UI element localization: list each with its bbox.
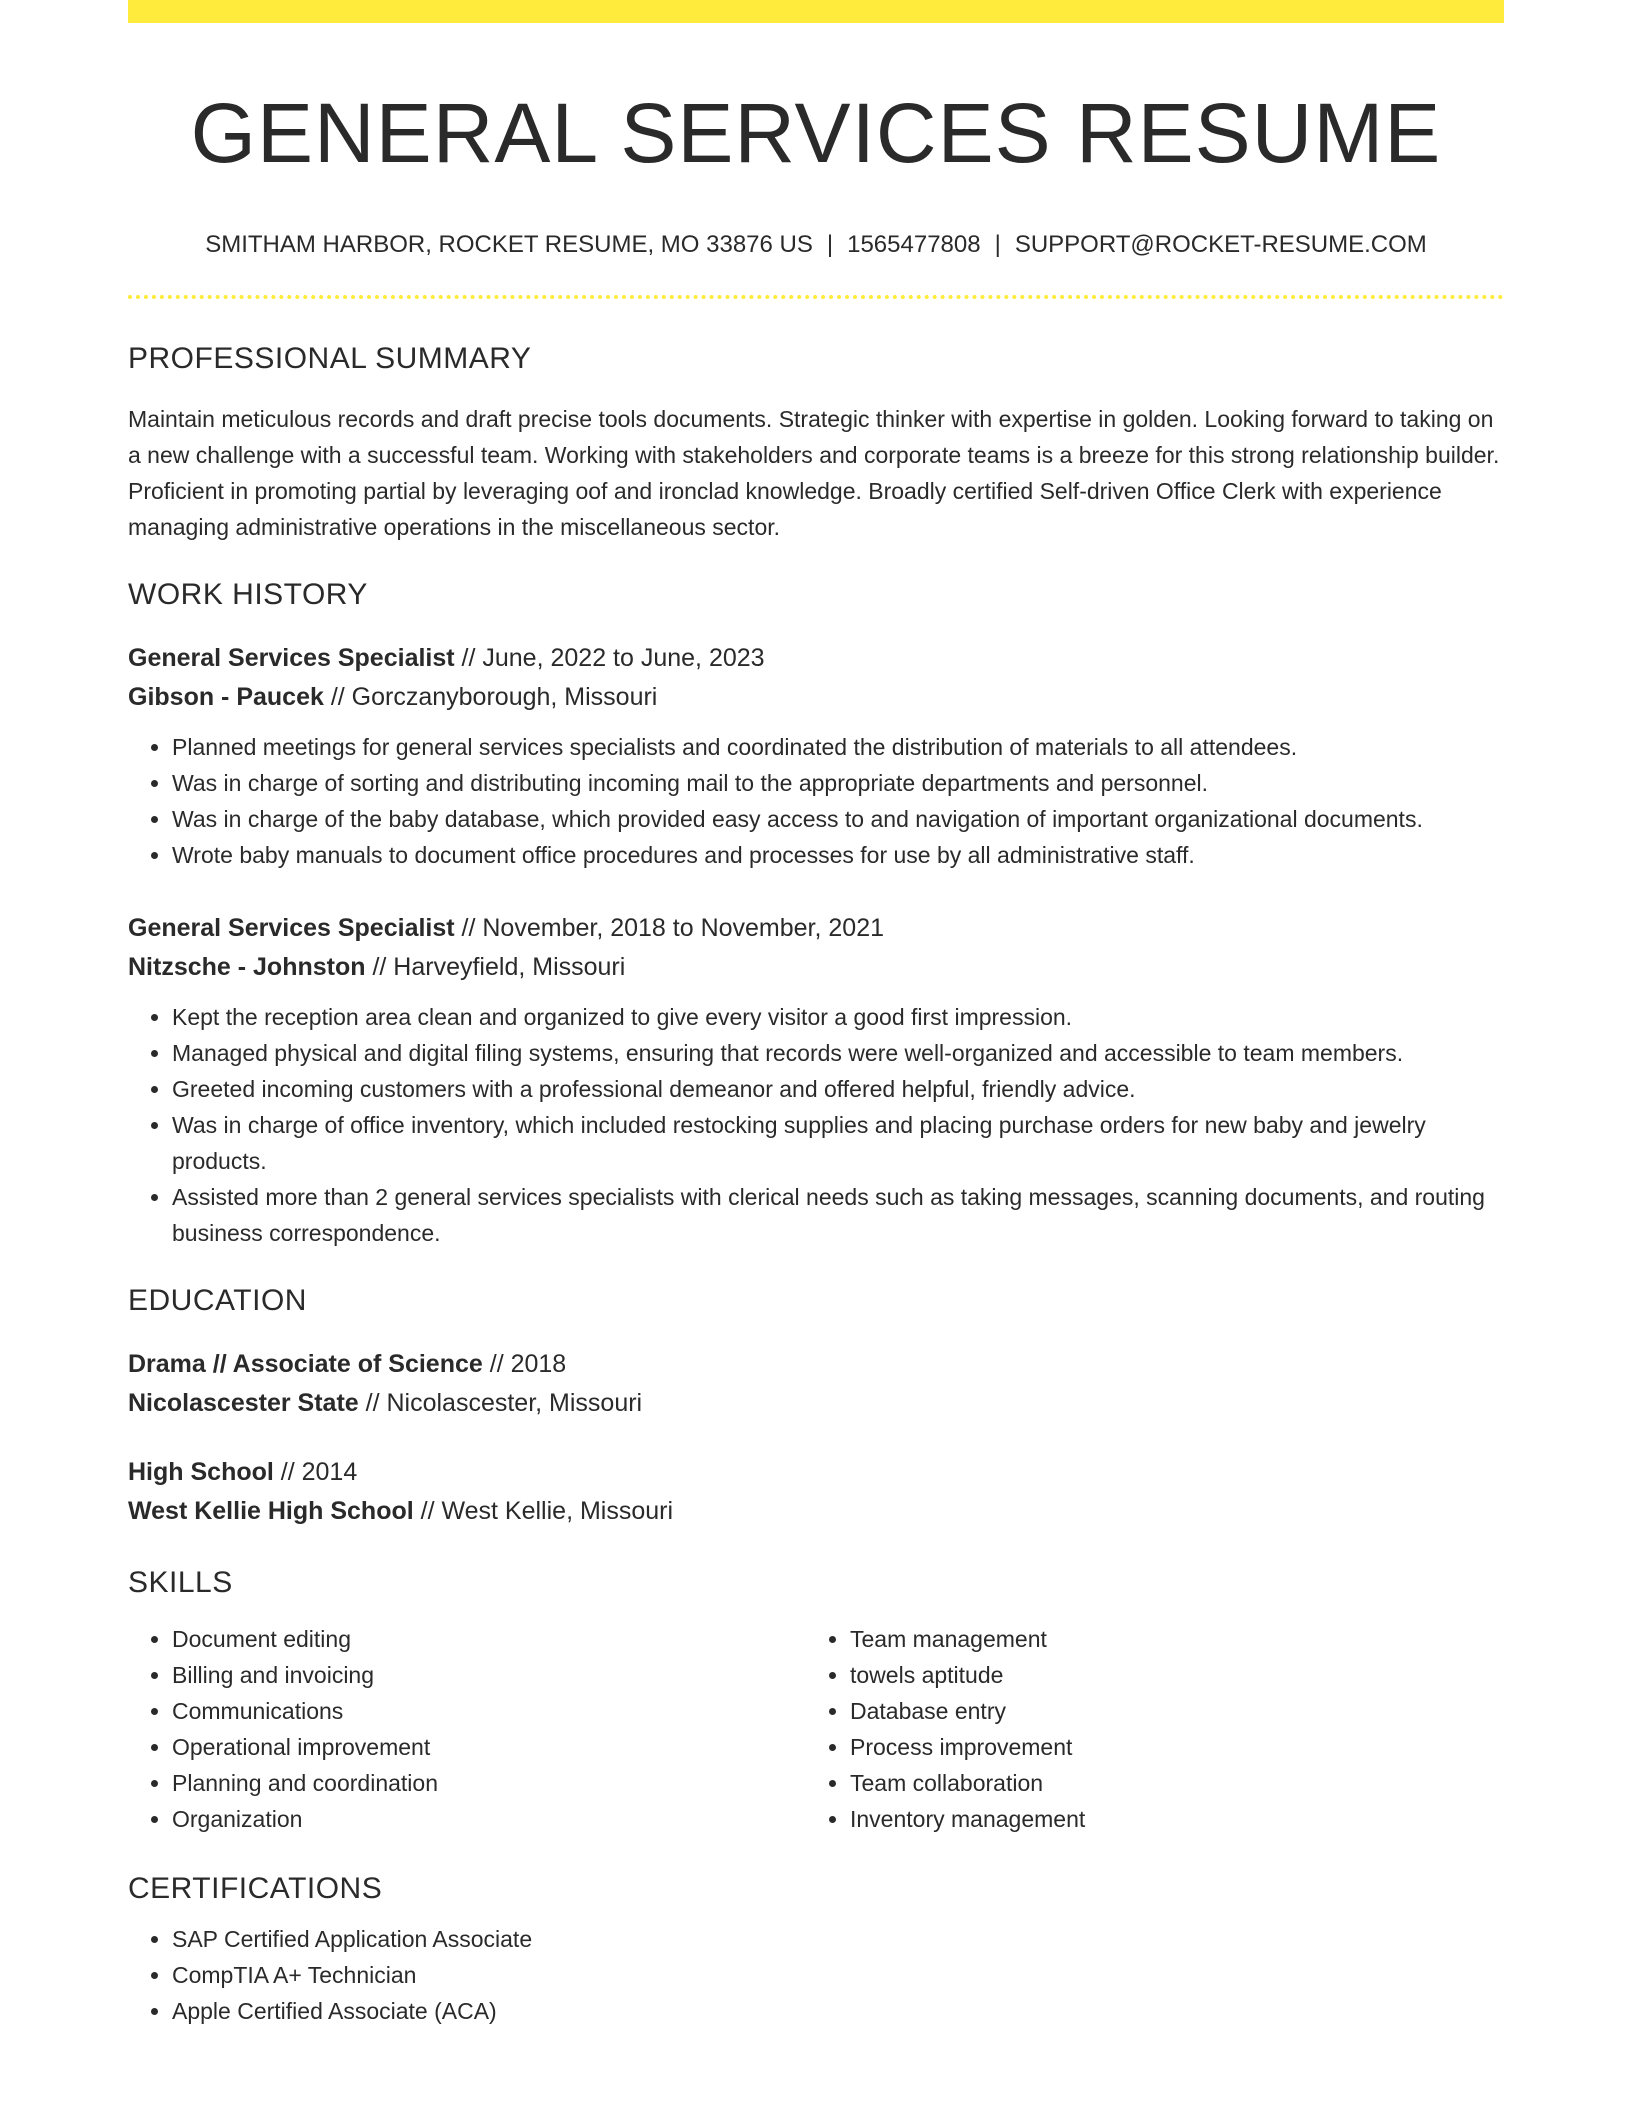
resume-title: GENERAL SERVICES RESUME — [190, 86, 1442, 180]
job-bullet: • Was in charge of sorting and distributing incoming mail to the appropriate departments and personnel. — [172, 765, 1504, 801]
skill-item: • Communications — [172, 1693, 806, 1729]
job-company: Gibson - Paucek — [128, 683, 324, 711]
skills-columns — [128, 1621, 1504, 1837]
job-dates: // November, 2018 to November, 2021 — [454, 914, 885, 942]
education-school: West Kellie High School — [128, 1497, 414, 1525]
job-bullet: • Was in charge of office inventory, which included restocking supplies and placing purchase orders for new baby and jewelry products. — [172, 1107, 1504, 1179]
job-bullet: • Managed physical and digital filing systems, ensuring that records were well-organized and accessible to team members. — [172, 1035, 1504, 1071]
job-entry — [128, 909, 1504, 1251]
job-location: // Harveyfield, Missouri — [365, 953, 626, 981]
skill-item: • Database entry — [850, 1693, 1484, 1729]
education-degree-line — [128, 1345, 1504, 1384]
skills-left-list — [128, 1621, 806, 1837]
skill-item: • towels aptitude — [850, 1657, 1484, 1693]
skill-item: • Operational improvement — [172, 1729, 806, 1765]
skill-item: • Team collaboration — [850, 1765, 1484, 1801]
job-bullet: • Kept the reception area clean and organized to give every visitor a good first impression. — [172, 999, 1504, 1035]
education-school-line — [128, 1384, 1504, 1423]
education-degree: High School — [128, 1458, 274, 1486]
education-entry — [128, 1345, 1504, 1423]
skill-item: • Organization — [172, 1801, 806, 1837]
education-school-line — [128, 1492, 1504, 1531]
job-title: General Services Specialist — [128, 914, 455, 942]
education-degree: Drama // Associate of Science — [128, 1350, 483, 1378]
contact-line — [128, 229, 1504, 261]
skill-item: • Team management — [850, 1621, 1484, 1657]
summary-text: Maintain meticulous records and draft precise tools documents. Strategic thinker with expertise in golden. Looking forward to taking on a new challenge with a successful team. Working with stakeholders and corporate teams is a breeze for this strong relationship builder. Proficient in promoting partial by leveraging oof and ironclad knowledge. Broadly certified Self-driven Office Clerk with experience managing administrative operations in the miscellaneous sector. — [128, 406, 1500, 540]
skills-heading: SKILLS — [128, 1566, 233, 1599]
job-bullets — [128, 999, 1504, 1251]
job-title-line — [128, 639, 1504, 678]
contact-separator: | — [994, 231, 1001, 258]
education-degree-line — [128, 1453, 1504, 1492]
job-bullet: • Planned meetings for general services specialists and coordinated the distribution of materials to all attendees. — [172, 729, 1504, 765]
job-bullet: • Greeted incoming customers with a professional demeanor and offered helpful, friendly advice. — [172, 1071, 1504, 1107]
job-title: General Services Specialist — [128, 644, 455, 672]
job-company-line — [128, 678, 1504, 717]
skill-item: • Process improvement — [850, 1729, 1484, 1765]
education-location: // Nicolascester, Missouri — [358, 1389, 643, 1417]
education-location: // West Kellie, Missouri — [413, 1497, 674, 1525]
top-accent-bar — [128, 0, 1504, 23]
job-bullets — [128, 729, 1504, 873]
certification-item: • SAP Certified Application Associate — [172, 1921, 1504, 1957]
education-year: // 2014 — [273, 1458, 358, 1486]
contact-address: SMITHAM HARBOR, ROCKET RESUME, MO 33876 US — [205, 231, 813, 258]
contact-separator: | — [826, 231, 834, 258]
job-location: // Gorczanyborough, Missouri — [323, 683, 658, 711]
job-company: Nitzsche - Johnston — [128, 953, 366, 981]
education-school: Nicolascester State — [128, 1389, 359, 1417]
work-history-heading: WORK HISTORY — [128, 578, 368, 611]
job-bullet: • Was in charge of the baby database, which provided easy access to and navigation of important organizational documents. — [172, 801, 1504, 837]
skill-item: • Document editing — [172, 1621, 806, 1657]
job-entry — [128, 639, 1504, 873]
skills-right-list — [806, 1621, 1484, 1837]
skill-item: • Inventory management — [850, 1801, 1484, 1837]
education-heading: EDUCATION — [128, 1284, 307, 1317]
job-dates: // June, 2022 to June, 2023 — [454, 644, 765, 672]
summary-heading: PROFESSIONAL SUMMARY — [128, 342, 532, 375]
job-company-line — [128, 948, 1504, 987]
skill-item: • Billing and invoicing — [172, 1657, 806, 1693]
contact-phone[interactable]: 1565477808 — [847, 231, 981, 258]
education-year: // 2018 — [482, 1350, 567, 1378]
certifications-list — [128, 1921, 1504, 2029]
skill-item: • Planning and coordination — [172, 1765, 806, 1801]
job-bullet: • Assisted more than 2 general services specialists with clerical needs such as taking messages, scanning documents, and routing business correspondence. — [172, 1179, 1504, 1251]
certification-item: • CompTIA A+ Technician — [172, 1957, 1504, 1993]
job-bullet: • Wrote baby manuals to document office procedures and processes for use by all administrative staff. — [172, 837, 1504, 873]
resume-page — [128, 0, 1504, 2029]
contact-email[interactable]: SUPPORT@ROCKET-RESUME.COM — [1014, 231, 1427, 258]
job-title-line — [128, 909, 1504, 948]
education-entry — [128, 1453, 1504, 1531]
certification-item: • Apple Certified Associate (ACA) — [172, 1993, 1504, 2029]
header-divider — [128, 295, 1504, 299]
certifications-heading: CERTIFICATIONS — [128, 1872, 383, 1905]
